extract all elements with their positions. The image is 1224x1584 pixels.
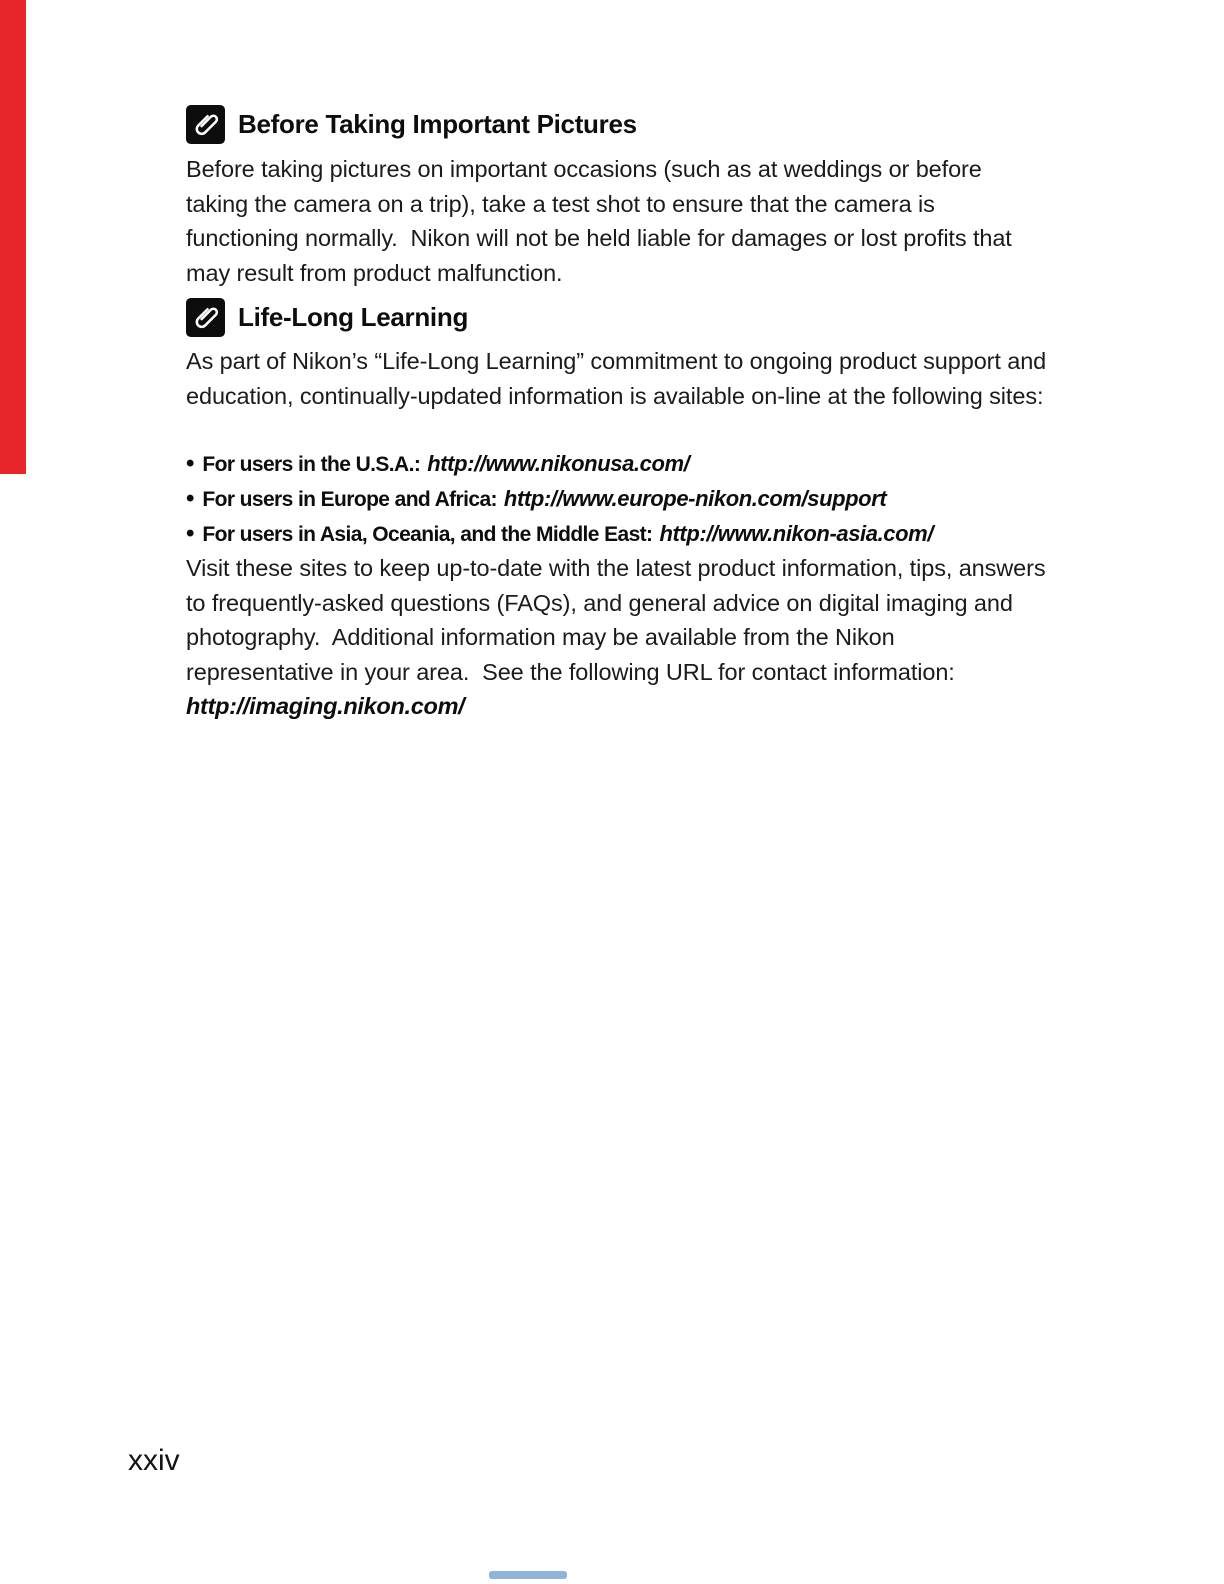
blue-scan-artifact-mark (489, 1571, 567, 1579)
section-header-before-taking (186, 103, 1048, 145)
bullet-dot: • (186, 485, 195, 512)
red-scan-artifact-bar (0, 0, 26, 474)
section-title: Life-Long Learning (238, 301, 469, 332)
paperclip-note-icon (186, 298, 225, 337)
bullet-label: For users in the U.S.A.: (202, 453, 421, 476)
bullet-item-europe-africa (186, 481, 1048, 516)
bullet-url: http://www.nikon-asia.com/ (659, 521, 934, 546)
section-body-before-taking: Before taking pictures on important occasions (such as at weddings or before taking the camera on a trip), take a test shot to ensure that the camera is functioning normally. Nikon will not be held liable for damages or lost profits that may result from product malfunction. (186, 156, 1019, 286)
paperclip-note-icon (186, 105, 225, 144)
section-header-life-long-learning (186, 296, 1048, 338)
page-number: xxiv (128, 1444, 180, 1477)
bullet-label: For users in Europe and Africa: (202, 488, 497, 511)
bullet-dot: • (186, 520, 195, 547)
bullet-dot: • (186, 450, 195, 477)
imaging-nikon-url: http://imaging.nikon.com/ (186, 693, 465, 719)
site-bullet-list (186, 446, 1048, 551)
section-intro-life-long-learning: As part of Nikon’s “Life-Long Learning” commitment to ongoing product support and education, continually-updated information is available on-line at the following sites: (186, 348, 1053, 409)
bullet-item-usa (186, 446, 1048, 481)
section-title: Before Taking Important Pictures (238, 108, 637, 139)
section-outro-life-long-learning (186, 551, 1052, 724)
bullet-url: http://www.europe-nikon.com/support (503, 486, 887, 511)
outro-text: Visit these sites to keep up-to-date with the latest product information, tips, answers to frequently-asked questions (FAQs), and general advice on digital imaging and photography. Additional information may be available from the Nikon representative in your area. See the following URL for contact information: (186, 555, 1052, 685)
bullet-label: For users in Asia, Oceania, and the Middle East: (202, 523, 653, 546)
bullet-item-asia-oceania (186, 516, 1048, 551)
bullet-url: http://www.nikonusa.com/ (427, 451, 690, 476)
